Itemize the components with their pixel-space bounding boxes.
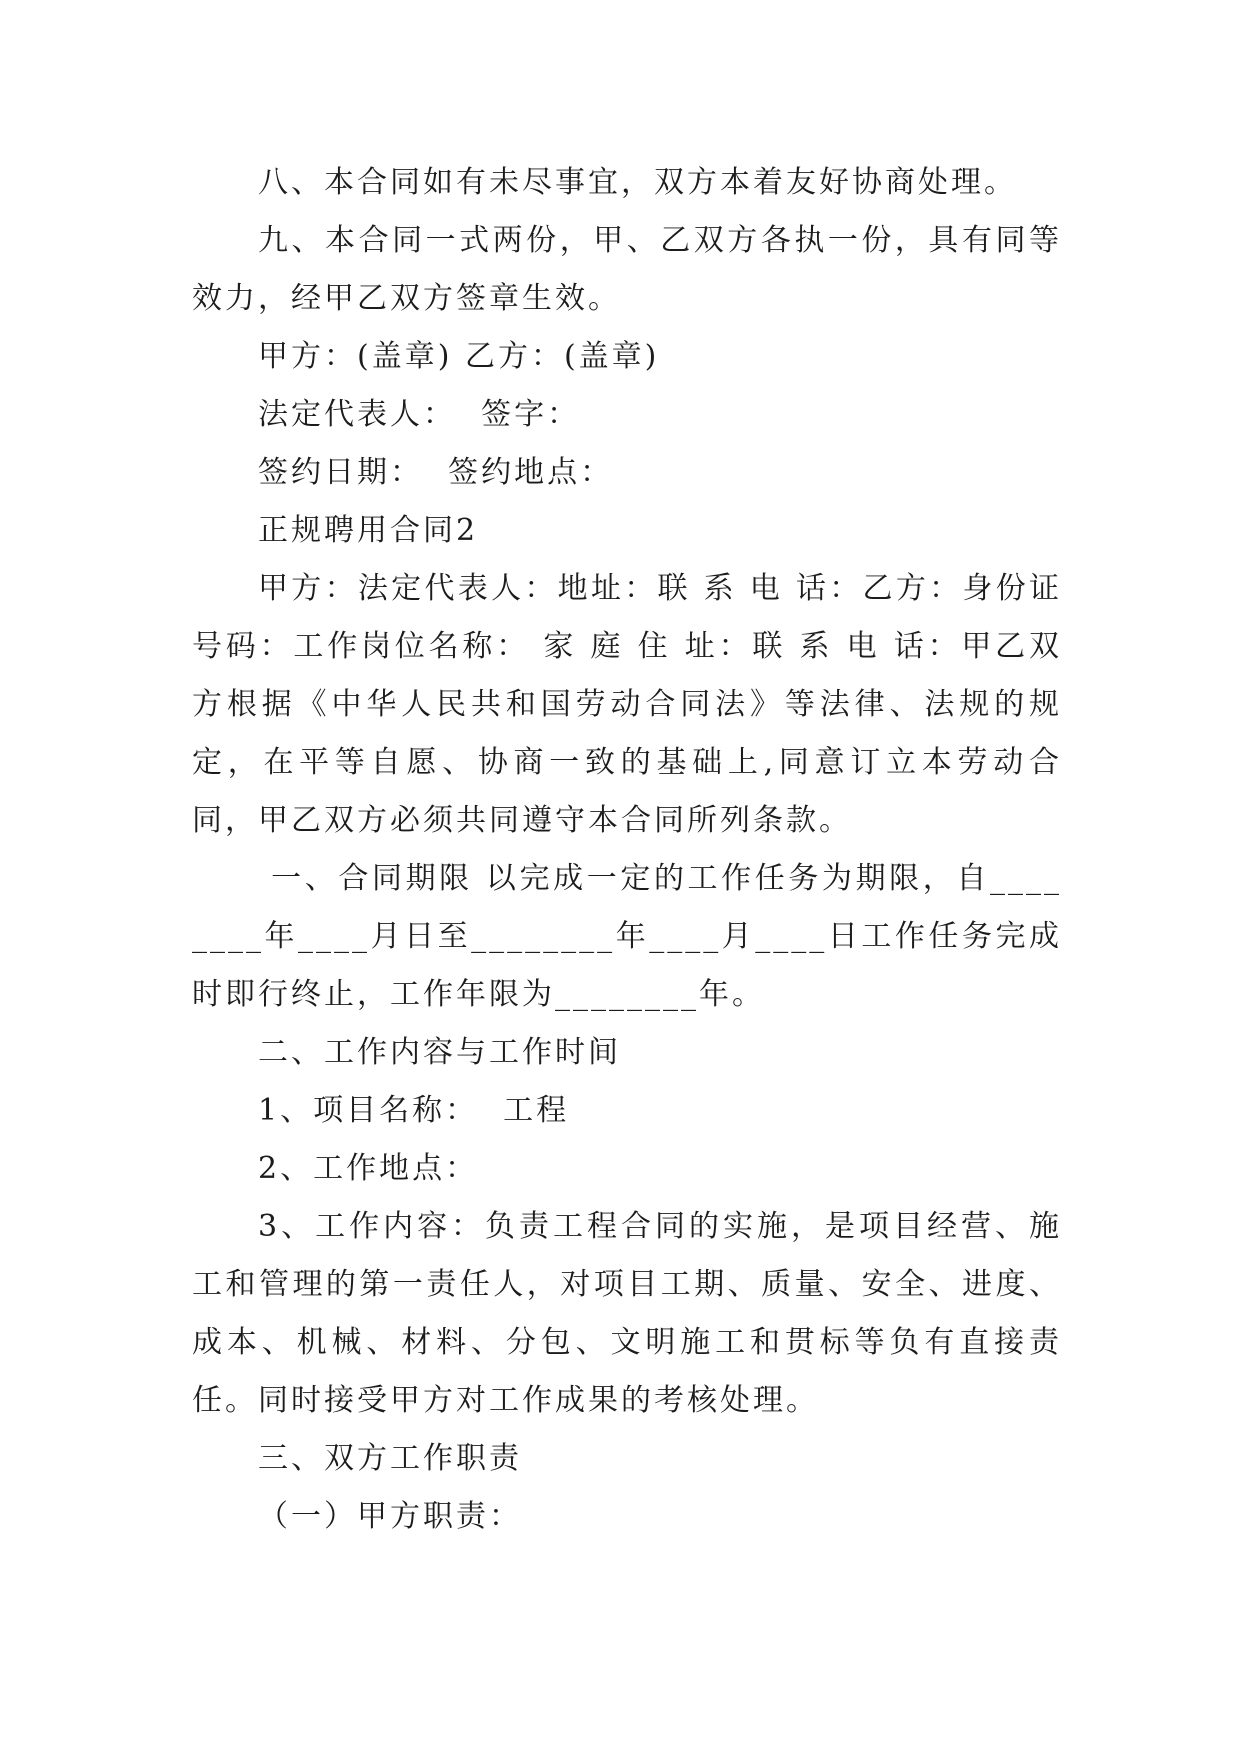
representative-line: 法定代表人： 签字： <box>258 397 581 432</box>
section-2-heading: 二、工作内容与工作时间 <box>258 1035 621 1070</box>
section-1-contract-term: 一、合同期限 以完成一定的工作任务为期限，自________年____月日至________年____月____日工作任务完成时即行终止，工作年限为________年。 <box>192 861 1062 1012</box>
section-3-heading: 三、双方工作职责 <box>258 1441 522 1476</box>
seal-line: 甲方：(盖章) 乙方：(盖章) <box>258 339 660 374</box>
document-body <box>192 154 1062 1546</box>
item-1-project-name: 1、项目名称： 工程 <box>258 1093 570 1128</box>
item-3-work-content: 3、工作内容：负责工程合同的实施，是项目经营、施工和管理的第一责任人，对项目工期、质量、安全、进度、成本、机械、材料、分包、文明施工和贯标等负有直接责任。同时接受甲方对工作成果的考核处理。 <box>192 1209 1062 1418</box>
contract-title: 正规聘用合同2 <box>258 513 479 548</box>
signing-date-line: 签约日期： 签约地点： <box>258 455 614 490</box>
clause-8-paragraph: 八、本合同如有未尽事宜，双方本着友好协商处理。 <box>258 165 1017 200</box>
item-2-work-location: 2、工作地点： <box>258 1151 479 1186</box>
sub-1-party-a-duties: （一）甲方职责： <box>258 1499 522 1534</box>
parties-paragraph: 甲方：法定代表人：地址：联 系 电 话：乙方：身份证号码：工作岗位名称： 家 庭 住 址：联 系 电 话：甲乙双方根据《中华人民共和国劳动合同法》等法律、法规的规定，在平等自愿、协商一致的基础上,同意订立本劳动合同，甲乙双方必须共同遵守本合同所列条款。 <box>192 571 1062 838</box>
clause-9-paragraph: 九、本合同一式两份，甲、乙双方各执一份，具有同等效力，经甲乙双方签章生效。 <box>192 223 1062 316</box>
